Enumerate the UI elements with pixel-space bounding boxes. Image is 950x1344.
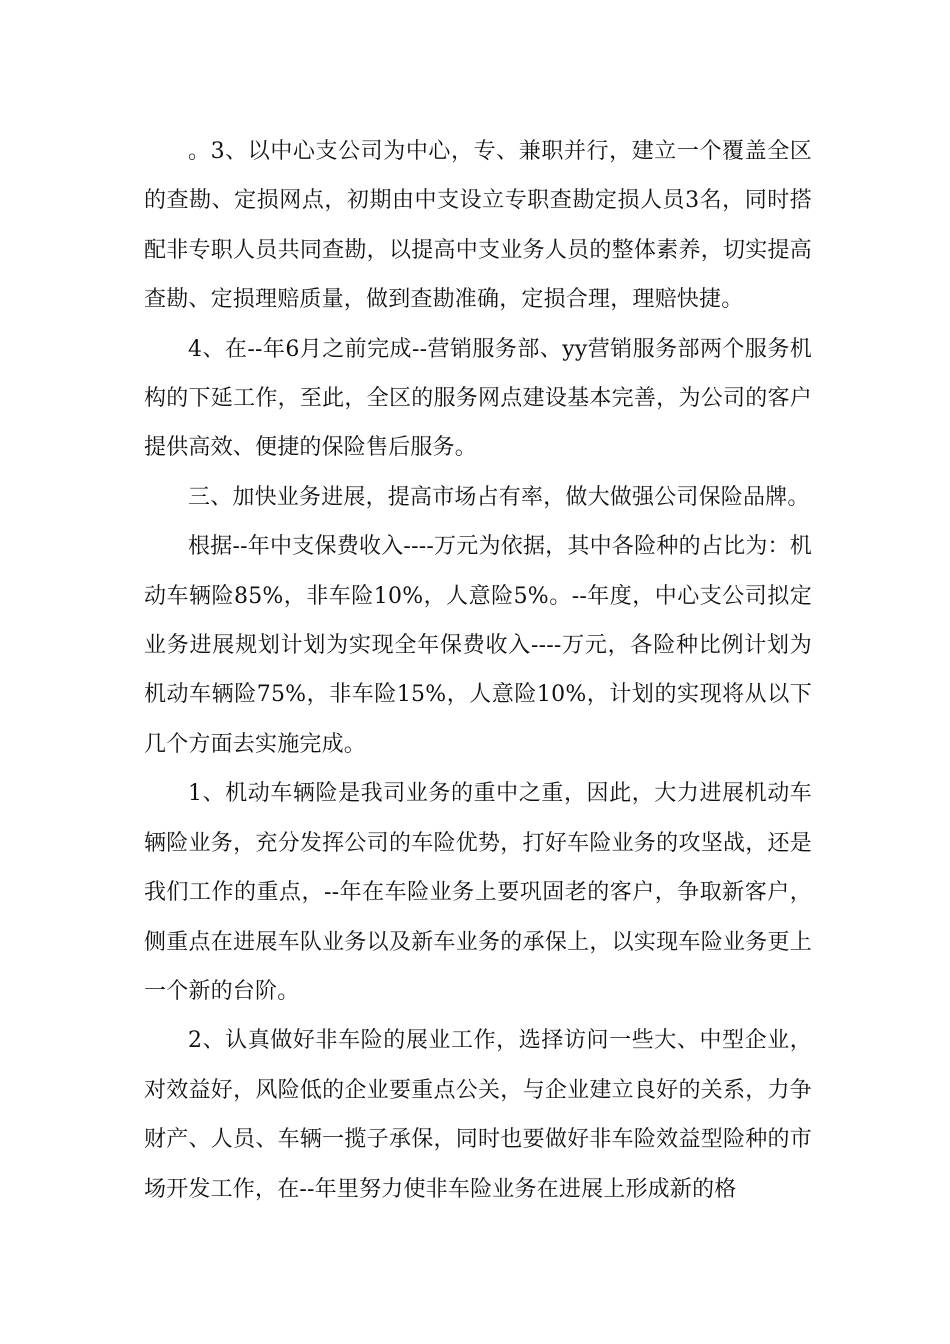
paragraph-non-motor-insurance: 2、认真做好非车险的展业工作，选择访问一些大、中型企业，对效益好，风险低的企业要重点公关，与企业建立良好的关系，力争财产、人员、车辆一揽子承保，同时也要做好非车险效益型险种的市场开发工作，在--年里努力使非车险业务在进展上形成新的格	[144, 1028, 812, 1202]
paragraph-motor-insurance: 1、机动车辆险是我司业务的重中之重，因此，大力进展机动车辆险业务，充分发挥公司的车险优势，打好车险业务的攻坚战，还是我们工作的重点，--年在车险业务上要巩固老的客户，争取新客户，侧重点在进展车队业务以及新车业务的承保上，以实现车险业务更上一个新的台阶。	[144, 781, 812, 1004]
paragraph-premium-plan: 根据--年中支保费收入----万元为依据，其中各险种的占比为：机动车辆险85%，非车险10%，人意险5%。--年度，中心支公司拟定业务进展规划计划为实现全年保费收入----万元，各险种比例计划为机动车辆险75%，非车险15%，人意险10%，计划的实现将从以下几个方面去实施完成。	[144, 534, 812, 757]
paragraph-service-outlets: 4、在--年6月之前完成--营销服务部、yy营销服务部两个服务机构的下延工作，至此，全区的服务网点建设基本完善，为公司的客户提供高效、便捷的保险售后服务。	[144, 336, 812, 461]
document-body	[144, 127, 812, 1214]
section-heading-business-growth: 三、加快业务进展，提高市场占有率，做大做强公司保险品牌。	[188, 484, 810, 510]
paragraph-claims-network: 。3、以中心支公司为中心，专、兼职并行，建立一个覆盖全区的查勘、定损网点，初期由中支设立专职查勘定损人员3名，同时搭配非专职人员共同查勘，以提高中支业务人员的整体素养，切实提高查勘、定损理赔质量，做到查勘准确，定损合理，理赔快捷。	[144, 139, 812, 313]
